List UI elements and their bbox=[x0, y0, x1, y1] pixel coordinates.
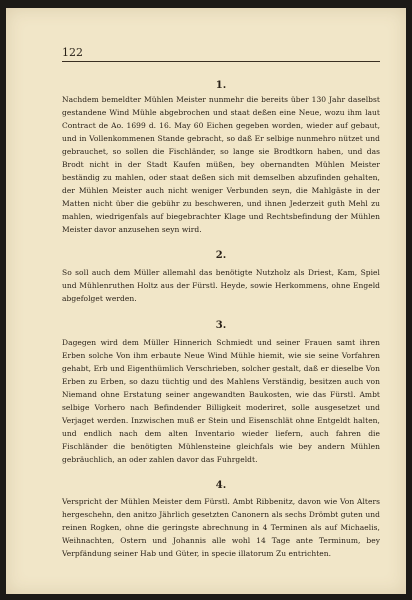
section-1 bbox=[62, 80, 380, 236]
section-body: Nachdem bemeldter Mühlen Meister nunmehr die bereits über 130 Jahr daselbst gestandene Wind Mühle abgebrochen und staat deßen eine Neue, wozu ihm laut Contract de Ao. 1699 d. 16. May 60 Eichen gegeben worden, wieder auf gebaut, und in Vollenkommenen Stande gebracht, so daß Er selbige nunmehro nützet und gebrauchet, so sollen die Fischländer, so lange sie Brodtkorn haben, und das Brodt nicht in der Stadt Kaufen müßen, bey obernandten Mühlen Meister beständig zu mahlen, oder staat deßen sich mit demselben abzufinden gehalten, der Mühlen Meister auch nicht weniger Verbunden seyn, die Mahlgäste in der Matten nicht über die gebühr zu beschweren, und ihnen Jederzeit guth Mehl zu mahlen, wiedrigenfals auf biegebrachter Klage und Rechtsbefindung der Mühlen Meister davor anzusehen seyn wird. bbox=[62, 95, 380, 234]
section-body: Verspricht der Mühlen Meister dem Fürstl. Ambt Ribbenitz, davon wie Von Alters hergeschehn, den anitzo Jährlich gesetzten Canonern als sechs Drömbt guten und reinen Rogken, ohne die geringste abrechnung in 4 Terminen als auf Michaelis, Weihnachten, Ostern und Johannis alle wohl 14 Tage ante Terminum, bey Verpfändung seiner Hab und Güter, in specie illatorum Zu entrichten. bbox=[62, 497, 380, 558]
section-2 bbox=[62, 250, 380, 305]
header-rule bbox=[62, 61, 380, 62]
page-number: 122 bbox=[62, 46, 83, 59]
section-number: 2. bbox=[215, 250, 227, 261]
section-4 bbox=[62, 480, 380, 560]
document-page bbox=[6, 8, 406, 594]
section-number: 1. bbox=[215, 80, 227, 91]
section-body: So soll auch dem Müller allemahl das benötigte Nutzholz als Driest, Kam, Spiel und Mühlenruthen Holtz aus der Fürstl. Heyde, sowie Herkommens, ohne Engeld abgefolget werden. bbox=[62, 268, 380, 303]
section-body: Dagegen wird dem Müller Hinnerich Schmiedt und seiner Frauen samt ihren Erben solche Von ihm erbaute Neue Wind Mühle hiemit, wie sie seine Vorfahren gehabt, Erb und Eigenthümlich Verschrieben, solcher gestalt, daß er dieselbe Von Erben zu Erben, so dazu tüchtig und des Mahlens Verständig, besitzen auch von Niemand ohne Erstatung seiner angewandten Baukosten, wie das Fürstl. Ambt selbige Vorhero nach Befindender Billigkeit moderiret, solle ausgesetzet und Verjaget werden. Inzwischen muß er Stein und Eisenschlät ohne Entgeldt halten, und endlich nach dem alten Inventario wieder liefern, auch fahren die Fischländer die benötigten Mühlensteine gleichfals wie bey andern Mühlen gebräuchlich, an oder zahlen davor das Fuhrgeldt. bbox=[62, 338, 380, 464]
section-number: 4. bbox=[215, 480, 227, 491]
section-3 bbox=[62, 320, 380, 466]
section-number: 3. bbox=[215, 320, 227, 331]
page-content bbox=[62, 46, 380, 560]
